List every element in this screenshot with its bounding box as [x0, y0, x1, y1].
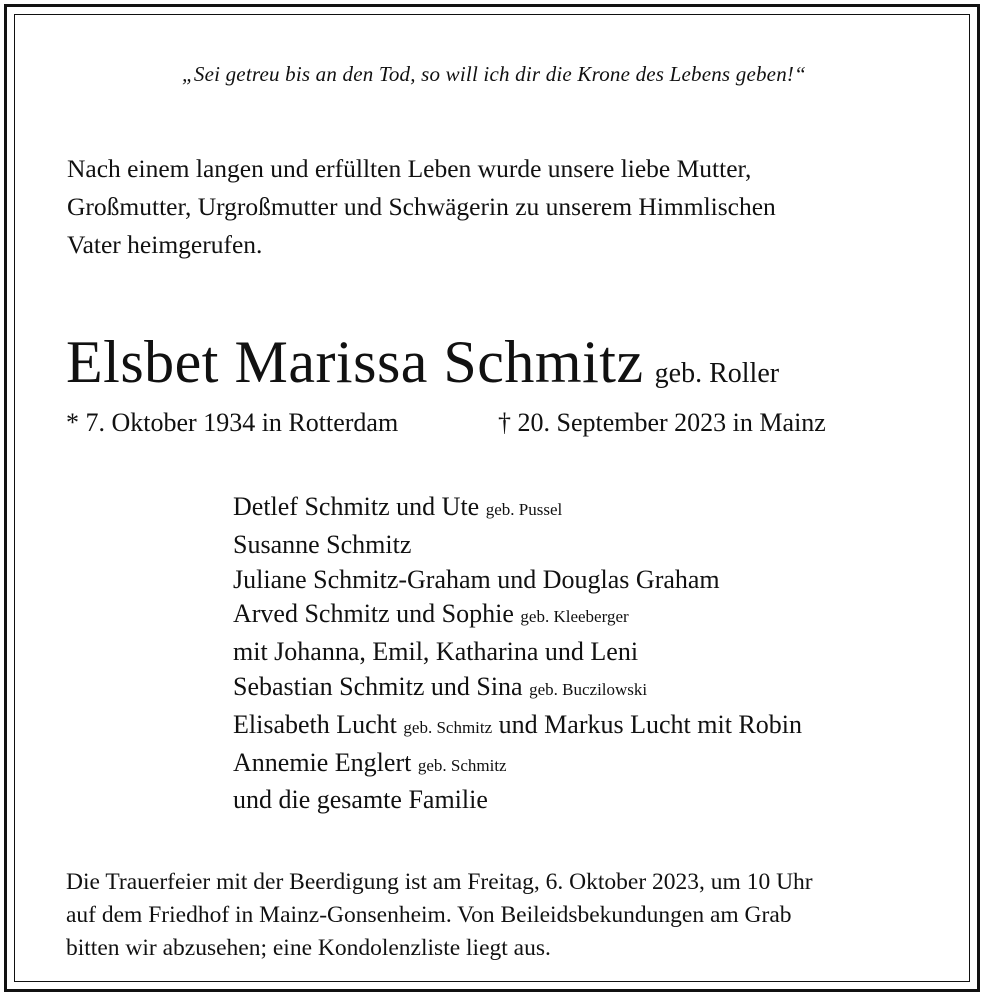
bible-quote: „Sei getreu bis an den Tod, so will ich dir die Krone des Lebens geben!“ [182, 62, 806, 86]
intro-line: Vater heimgerufen. [67, 230, 263, 259]
birth-date: * 7. Oktober 1934 in Rotterdam [66, 408, 399, 437]
family-line: Annemie Englert geb. Schmitz [233, 747, 507, 777]
intro-line: Nach einem langen und erfüllten Leben wurde unsere liebe Mutter, [67, 154, 752, 183]
family-line: Detlef Schmitz und Ute geb. Pussel [233, 492, 563, 521]
death-date: † 20. September 2023 in Mainz [498, 408, 826, 437]
notice-line: auf dem Friedhof in Mainz-Gonsenheim. Von Beileidsbekundungen am Grab [66, 902, 792, 928]
family-line: mit Johanna, Emil, Katharina und Leni [233, 637, 639, 667]
notice-line: bitten wir abzusehen; eine Kondolenzliste liegt aus. [66, 935, 551, 961]
notice-line: Die Trauerfeier mit der Beerdigung ist am Freitag, 6. Oktober 2023, um 10 Uhr [66, 869, 813, 895]
family-line: Elisabeth Lucht geb. Schmitz und Markus Lucht mit Robin [233, 709, 802, 739]
maiden-name: geb. Roller [654, 358, 780, 389]
intro-paragraph [67, 150, 947, 264]
deceased-name-line [66, 328, 779, 397]
family-line: Sebastian Schmitz und Sina geb. Buczilowski [233, 671, 648, 701]
family-list [233, 490, 802, 818]
family-line: und die gesamte Familie [233, 785, 488, 815]
intro-line: Großmutter, Urgroßmutter und Schwägerin zu unserem Himmlischen [67, 192, 776, 221]
deceased-name: Elsbet Marissa Schmitz [66, 329, 644, 395]
funeral-notice [66, 866, 956, 965]
life-dates [66, 408, 826, 438]
family-line: Juliane Schmitz-Graham und Douglas Graham [233, 564, 720, 594]
family-line: Susanne Schmitz [233, 529, 412, 559]
family-line: Arved Schmitz und Sophie geb. Kleeberger [233, 599, 629, 629]
